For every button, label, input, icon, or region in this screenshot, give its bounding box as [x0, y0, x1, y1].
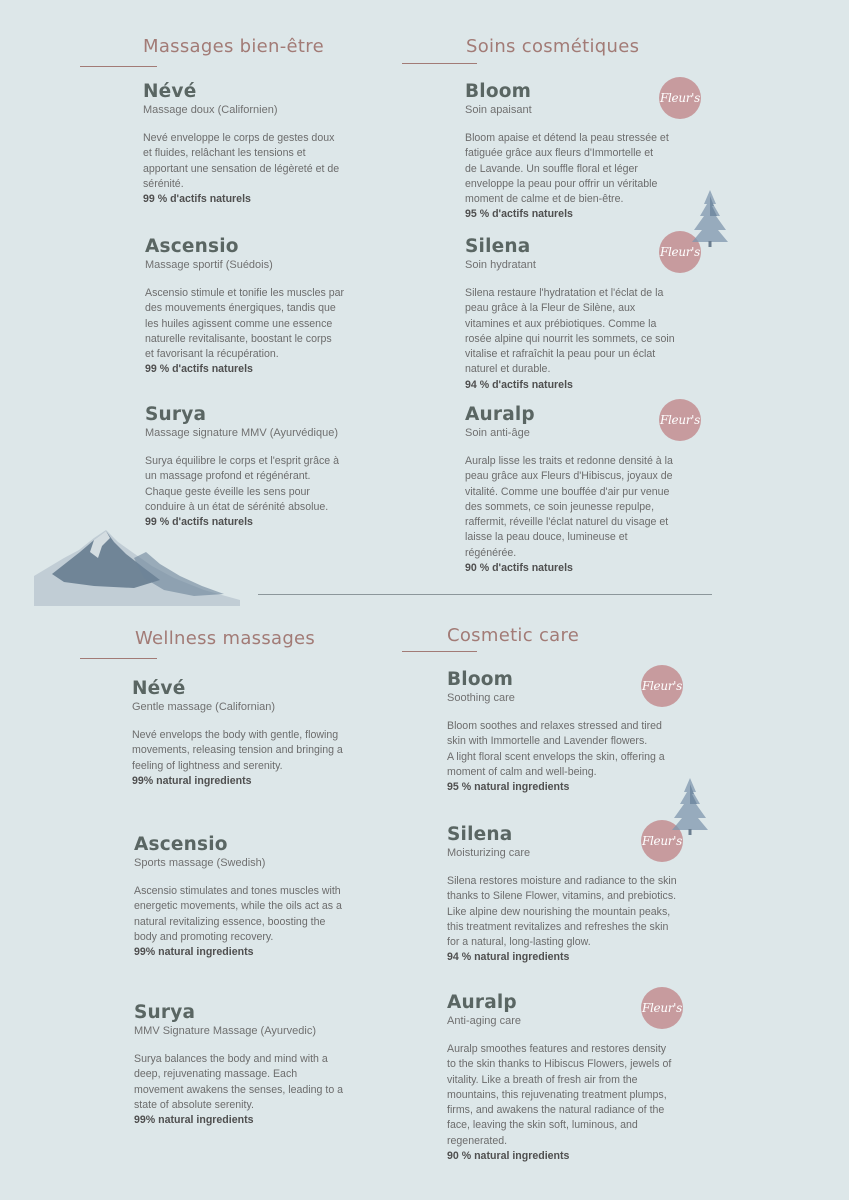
treatment-description: Auralp smoothes features and restores density to the skin thanks to Hibiscus Flowers, jewels of vitality. Like a breath of fresh air from the mountains, this rejuvenating treatment plumps, firms, and awakens the natural radiance of the face, leaving the skin soft, luminous, and regenerated.: [447, 1043, 672, 1147]
treatment-description: Auralp lisse les traits et redonne densité à la peau grâce aux Fleurs d'Hibiscus, joyaux de vitalité. Comme une bouffée d'air pur venue des sommets, ce soin jeunesse repulpe, raffermit, réveille l'éclat naturel du visage et laisse la peau douce, lumineuse et régénérée.: [465, 455, 673, 559]
treatment-subtitle: Soin hydratant: [465, 259, 536, 271]
section-title-massages-fr: Massages bien-être: [143, 36, 324, 57]
treatment-description: Ascensio stimulates and tones muscles with energetic movements, while the oils act as a natural revitalizing essence, boosting the body and promoting recovery.: [134, 885, 342, 943]
treatment-description: Nevé enveloppe le corps de gestes doux et fluides, relâchant les tensions et apportant une sensation de légèreté et de sérénité.: [143, 132, 340, 190]
treatment-surya-fr: [145, 404, 390, 530]
treatment-name: Bloom: [447, 669, 514, 690]
treatment-name: Ascensio: [134, 834, 228, 855]
treatment-subtitle: MMV Signature Massage (Ayurvedic): [134, 1025, 316, 1037]
treatment-subtitle: Soin anti-âge: [465, 427, 530, 439]
fleurs-logo-text: Fleur's: [641, 679, 683, 693]
treatment-name: Silena: [465, 236, 531, 257]
treatment-silena-en: [447, 824, 727, 965]
treatment-subtitle: Soin apaisant: [465, 104, 532, 116]
treatment-description: Surya équilibre le corps et l'esprit grâce à un massage profond et régénérant. Chaque geste éveille les sens pour conduire à un état de sérénité absolue.: [145, 455, 339, 513]
section-title-soins-fr: Soins cosmétiques: [466, 36, 640, 57]
natural-ingredients: 94 % d'actifs naturels: [465, 378, 573, 391]
treatment-description: Surya balances the body and mind with a deep, rejuvenating massage. Each movement awakens the senses, leading to a state of absolute serenity.: [134, 1053, 344, 1111]
natural-ingredients: 95 % natural ingredients: [447, 781, 570, 794]
treatment-description: Ascensio stimule et tonifie les muscles par des mouvements énergiques, tandis que les huiles agissent comme une essence naturelle revitalisante, boostant le corps et favorisant la récupération.: [145, 287, 345, 361]
treatment-neve-en: [132, 678, 392, 789]
treatment-neve-fr: [143, 81, 388, 207]
treatment-description: Silena restores moisture and radiance to the skin thanks to Silene Flower, vitamins, and prebiotics. Like alpine dew nourishing the mountain peaks, this treatment revitalizes and refreshes the skin for a natural, long-lasting glow.: [447, 875, 677, 949]
natural-ingredients: 99 % d'actifs naturels: [145, 516, 253, 529]
fleurs-logo: [641, 665, 683, 707]
section-underline: [402, 63, 477, 64]
treatment-name: Névé: [132, 678, 186, 699]
natural-ingredients: 94 % natural ingredients: [447, 951, 570, 964]
pine-tree-illustration: [688, 188, 732, 248]
fleurs-logo-text: Fleur's: [659, 245, 701, 259]
natural-ingredients: 99% natural ingredients: [134, 946, 254, 959]
fleurs-logo-text: Fleur's: [641, 1001, 683, 1015]
treatment-description: Bloom apaise et détend la peau stressée et fatiguée grâce aux fleurs d'Immortelle et de Lavande. Un souffle floral et léger enveloppe la peau pour offrir un véritable moment de calme et de bien-être.: [465, 132, 669, 206]
treatment-subtitle: Massage sportif (Suédois): [145, 259, 273, 271]
fleurs-logo-text: Fleur's: [659, 91, 701, 105]
treatment-name: Auralp: [447, 992, 517, 1013]
fleurs-logo-text: Fleur's: [641, 834, 683, 848]
treatment-auralp-en: [447, 992, 727, 1164]
fleurs-logo: [659, 399, 701, 441]
fleurs-logo: [659, 77, 701, 119]
treatment-subtitle: Gentle massage (Californian): [132, 701, 276, 713]
section-underline: [80, 66, 157, 67]
treatment-name: Névé: [143, 81, 197, 102]
treatment-description: Silena restaure l'hydratation et l'éclat de la peau grâce à la Fleur de Silène, aux vitamines et aux prébiotiques. Comme la rosée alpine qui nourrit les sommets, ce soin vitalise et rafraîchit la peau pour un éclat naturel et durable.: [465, 287, 675, 376]
fleurs-logo-text: Fleur's: [659, 413, 701, 427]
fleurs-logo: [641, 987, 683, 1029]
treatment-subtitle: Massage signature MMV (Ayurvédique): [145, 427, 338, 439]
section-title-massages-en: Wellness massages: [135, 628, 316, 649]
treatment-subtitle: Sports massage (Swedish): [134, 857, 266, 869]
treatment-subtitle: Massage doux (Californien): [143, 104, 278, 116]
natural-ingredients: 95 % d'actifs naturels: [465, 208, 573, 221]
treatment-name: Silena: [447, 824, 513, 845]
treatment-name: Auralp: [465, 404, 535, 425]
natural-ingredients: 99 % d'actifs naturels: [145, 363, 253, 376]
treatment-name: Ascensio: [145, 236, 239, 257]
treatment-description: Bloom soothes and relaxes stressed and tired skin with Immortelle and Lavender flowers. A light floral scent envelops the skin, offering a moment of calm and well-being.: [447, 720, 665, 778]
treatment-description: Nevé envelops the body with gentle, flowing movements, releasing tension and bringing a feeling of lightness and serenity.: [132, 729, 343, 772]
treatment-surya-en: [134, 1002, 394, 1128]
treatment-ascensio-en: [134, 834, 394, 960]
treatment-name: Bloom: [465, 81, 532, 102]
treatment-subtitle: Anti-aging care: [447, 1015, 521, 1027]
section-underline: [80, 658, 157, 659]
treatment-subtitle: Moisturizing care: [447, 847, 531, 859]
section-title-care-en: Cosmetic care: [447, 625, 580, 646]
pine-tree-illustration: [668, 776, 712, 836]
treatment-name: Surya: [145, 404, 207, 425]
mountain-illustration: [34, 528, 240, 606]
treatment-ascensio-fr: [145, 236, 390, 377]
natural-ingredients: 99% natural ingredients: [134, 1114, 254, 1127]
natural-ingredients: 90 % natural ingredients: [447, 1150, 570, 1163]
natural-ingredients: 90 % d'actifs naturels: [465, 562, 573, 575]
section-divider: [258, 594, 712, 595]
section-underline: [402, 651, 477, 652]
natural-ingredients: 99% natural ingredients: [132, 774, 252, 787]
treatment-subtitle: Soothing care: [447, 692, 515, 704]
natural-ingredients: 99 % d'actifs naturels: [143, 193, 251, 206]
treatment-name: Surya: [134, 1002, 196, 1023]
